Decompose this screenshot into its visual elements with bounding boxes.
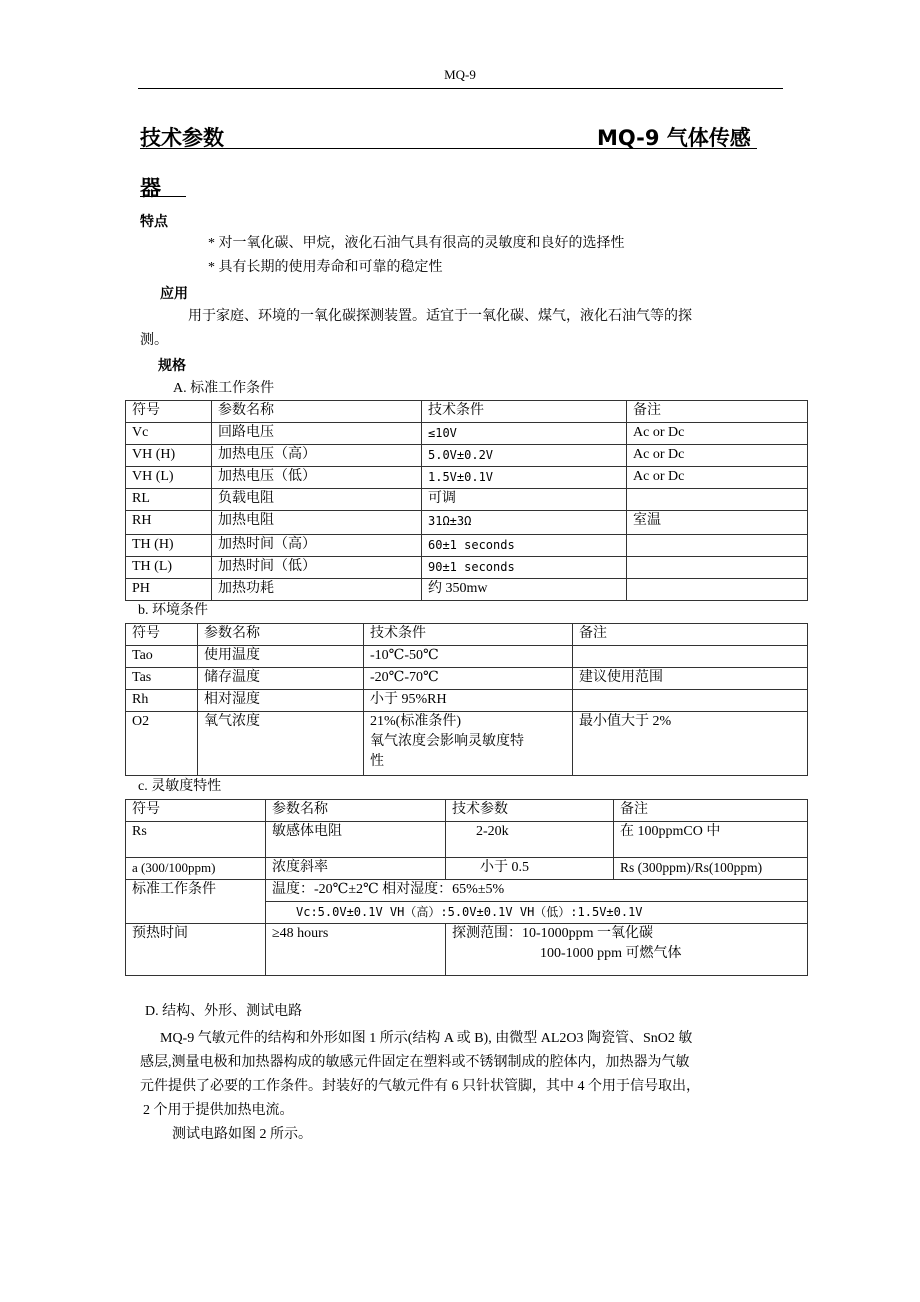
table-cell: TH (L) <box>126 557 212 579</box>
table-cell: 标准工作条件 <box>126 880 266 924</box>
title-continuation-underline <box>140 196 186 197</box>
table-cell: 建议使用范围 <box>573 668 808 690</box>
table-cell: 储存温度 <box>198 668 364 690</box>
table-row <box>126 467 808 489</box>
table-cell: VH (H) <box>126 445 212 467</box>
table-cell: RL <box>126 489 212 511</box>
table-cell: Rh <box>126 690 198 712</box>
table-cell: 加热功耗 <box>212 579 422 601</box>
table-cell: a (300/100ppm) <box>126 858 266 880</box>
table-row <box>126 646 808 668</box>
application-text-line1: 用于家庭、环境的一氧化碳探测装置。适宜于一氧化碳、煤气，液化石油气等的探 <box>188 309 692 324</box>
table-cell: Ac or Dc <box>627 445 808 467</box>
table-row <box>126 712 808 776</box>
table-cell: 约 350mw <box>422 579 627 601</box>
table-cell <box>627 489 808 511</box>
table-row <box>126 535 808 557</box>
table-row <box>126 423 808 445</box>
header-rule <box>138 88 783 89</box>
o2-note: 氧气浓度会影响灵敏度特 <box>370 734 524 749</box>
table-cell: 使用温度 <box>198 646 364 668</box>
section-d-heading: D. 结构、外形、测试电路 <box>145 1004 303 1019</box>
table-cell: 回路电压 <box>212 423 422 445</box>
table-row <box>126 489 808 511</box>
table-cell: Tas <box>126 668 198 690</box>
table-row <box>126 924 808 976</box>
table-cell: 1.5V±0.1V <box>422 467 627 489</box>
table-cell: 敏感体电阻 <box>266 822 446 858</box>
table-row <box>126 880 808 902</box>
table-row <box>126 511 808 535</box>
o2-condition: 21%(标准条件) <box>370 714 461 729</box>
table-cell: Vc <box>126 423 212 445</box>
o2-note-cont: 性 <box>370 754 384 769</box>
table-cell: 5.0V±0.2V <box>422 445 627 467</box>
table-cell: 浓度斜率 <box>266 858 446 880</box>
section-d-line: 元件提供了必要的工作条件。封装好的气敏元件有 6 只针状管脚，其中 4 个用于信号取出， <box>140 1079 700 1094</box>
table-a <box>125 400 808 601</box>
table-cell: 60±1 seconds <box>422 535 627 557</box>
table-b-caption: b. 环境条件 <box>138 603 208 618</box>
table-cell <box>573 690 808 712</box>
table-cell: O2 <box>126 712 198 776</box>
section-d-line: 感层,测量电极和加热器构成的敏感元件固定在塑料或不锈钢制成的腔体内，加热器为气敏 <box>140 1055 690 1070</box>
table-cell: 加热电压（低） <box>212 467 422 489</box>
table-cell: 预热时间 <box>126 924 266 976</box>
table-c-header: 参数名称 <box>266 800 446 822</box>
table-row <box>126 557 808 579</box>
table-cell: 负载电阻 <box>212 489 422 511</box>
table-cell: VH (L) <box>126 467 212 489</box>
table-cell: 小于 95%RH <box>364 690 573 712</box>
table-cell: Tao <box>126 646 198 668</box>
table-c-header: 符号 <box>126 800 266 822</box>
spec-heading: 规格 <box>158 358 186 374</box>
application-heading: 应用 <box>160 286 188 302</box>
table-cell: 加热时间（低） <box>212 557 422 579</box>
table-cell: 小于 0.5 <box>446 858 614 880</box>
table-cell: TH (H) <box>126 535 212 557</box>
table-row <box>126 690 808 712</box>
table-cell: 加热时间（高） <box>212 535 422 557</box>
table-c <box>125 799 808 976</box>
table-cell: 温度：-20℃±2℃ 相对湿度：65%±5% <box>266 880 808 902</box>
feature-item: * 对一氧化碳、甲烷，液化石油气具有很高的灵敏度和良好的选择性 <box>208 236 625 251</box>
title-continuation: 器 <box>140 176 161 200</box>
table-cell: Ac or Dc <box>627 467 808 489</box>
title-left: 技术参数 <box>140 126 224 150</box>
table-row <box>126 858 808 880</box>
table-cell: 2-20k <box>446 822 614 858</box>
table-cell: 可调 <box>422 489 627 511</box>
table-cell: 氧气浓度 <box>198 712 364 776</box>
table-cell: 室温 <box>627 511 808 535</box>
page-header: MQ-9 <box>444 67 476 82</box>
table-c-caption: c. 灵敏度特性 <box>138 779 222 794</box>
table-row <box>126 579 808 601</box>
section-d-line: 测试电路如图 2 所示。 <box>172 1127 312 1142</box>
table-cell: Ac or Dc <box>627 423 808 445</box>
table-c-header: 技术参数 <box>446 800 614 822</box>
table-cell: PH <box>126 579 212 601</box>
table-row <box>126 822 808 858</box>
table-cell: 最小值大于 2% <box>573 712 808 776</box>
table-cell: -20℃-70℃ <box>364 668 573 690</box>
table-cell <box>627 557 808 579</box>
table-b-header: 备注 <box>573 624 808 646</box>
table-a-header: 技术条件 <box>422 401 627 423</box>
table-b-header: 参数名称 <box>198 624 364 646</box>
table-cell: 在 100ppmCO 中 <box>614 822 808 858</box>
title-underline <box>140 148 757 149</box>
table-b <box>125 623 808 776</box>
table-cell: -10℃-50℃ <box>364 646 573 668</box>
table-cell: 相对湿度 <box>198 690 364 712</box>
table-cell <box>627 579 808 601</box>
table-cell: ≥48 hours <box>266 924 446 976</box>
table-cell <box>573 646 808 668</box>
range-line1: 探测范围：10-1000ppm 一氧化碳 <box>452 926 654 941</box>
table-row <box>126 445 808 467</box>
table-cell: Rs <box>126 822 266 858</box>
table-cell: ≤10V <box>422 423 627 445</box>
table-cell <box>627 535 808 557</box>
table-cell <box>364 712 573 776</box>
table-b-header: 符号 <box>126 624 198 646</box>
feature-item: * 具有长期的使用寿命和可靠的稳定性 <box>208 260 443 275</box>
title-right: MQ-9 气体传感 <box>597 126 751 150</box>
table-cell: Vc:5.0V±0.1V VH（高）:5.0V±0.1V VH（低）:1.5V±0.1V <box>266 902 808 924</box>
table-cell <box>446 924 808 976</box>
table-cell: 加热电压（高） <box>212 445 422 467</box>
table-a-header: 参数名称 <box>212 401 422 423</box>
section-d-line: 2 个用于提供加热电流。 <box>143 1103 294 1118</box>
table-cell: 加热电阻 <box>212 511 422 535</box>
table-b-header: 技术条件 <box>364 624 573 646</box>
application-text-line2: 测。 <box>140 333 168 348</box>
features-heading: 特点 <box>140 214 168 230</box>
table-cell: RH <box>126 511 212 535</box>
range-line2: 100-1000 ppm 可燃气体 <box>540 946 682 961</box>
table-cell: 31Ω±3Ω <box>422 511 627 535</box>
table-row <box>126 668 808 690</box>
table-a-header: 备注 <box>627 401 808 423</box>
table-a-header: 符号 <box>126 401 212 423</box>
section-d-line: MQ-9 气敏元件的结构和外形如图 1 所示(结构 A 或 B), 由微型 AL2O3 陶瓷管、SnO2 敏 <box>160 1031 693 1046</box>
table-cell: Rs (300ppm)/Rs(100ppm) <box>614 858 808 880</box>
table-cell: 90±1 seconds <box>422 557 627 579</box>
table-a-caption: A. 标准工作条件 <box>173 381 275 396</box>
table-c-header: 备注 <box>614 800 808 822</box>
